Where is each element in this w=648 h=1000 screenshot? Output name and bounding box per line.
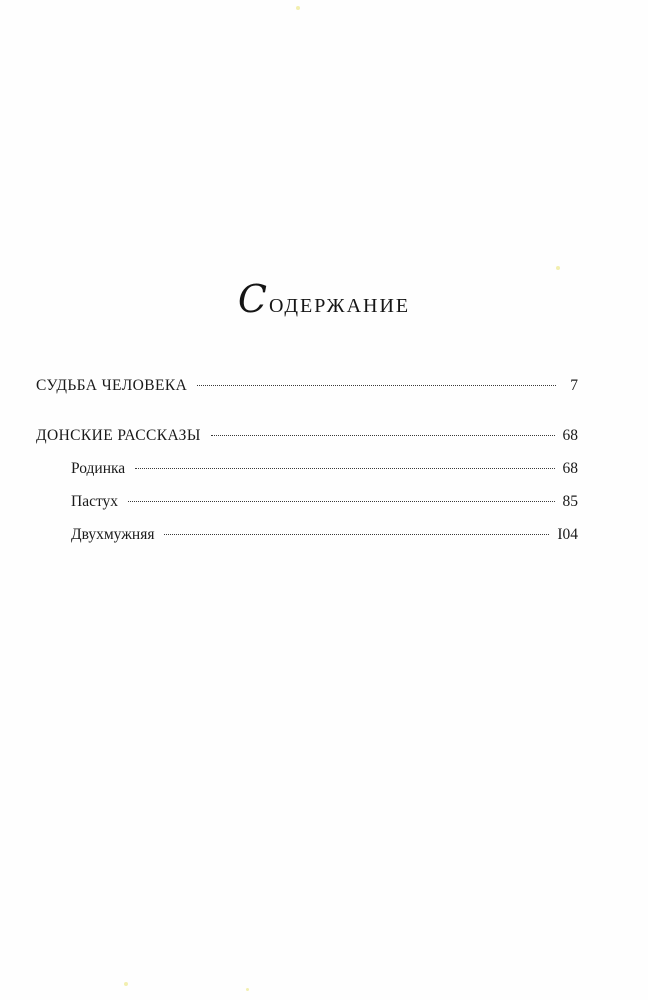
title-rest: одержание — [268, 288, 411, 319]
toc-page-number: 7 — [570, 377, 578, 394]
toc-entry-label: ДОНСКИЕ РАССКАЗЫ — [36, 427, 201, 444]
page-title — [0, 279, 648, 324]
toc-entry-dvukhmuzhnyaya[interactable] — [71, 523, 578, 547]
paper-speck — [556, 266, 560, 270]
paper-speck — [246, 988, 249, 991]
toc-entry-donskie-rasskazy[interactable] — [36, 424, 578, 448]
toc-entry-sudba-cheloveka[interactable] — [36, 374, 578, 398]
toc-entry-rodinka[interactable] — [71, 457, 578, 481]
paper-speck — [124, 982, 128, 986]
toc-entry-pastukh[interactable] — [71, 490, 578, 514]
toc-leader-dots — [128, 501, 554, 502]
toc-page-number: 68 — [562, 460, 578, 477]
toc-leader-dots — [211, 435, 555, 436]
toc-entry-label: Родинка — [71, 460, 126, 477]
toc-page-number: I04 — [557, 526, 578, 543]
toc-page-number: 85 — [562, 493, 578, 510]
toc-entry-label: СУДЬБА ЧЕЛОВЕКА — [36, 377, 188, 394]
paper-speck — [296, 6, 300, 10]
toc-leader-dots — [135, 468, 554, 469]
toc-entry-label: Двухмужняя — [71, 526, 155, 543]
toc-leader-dots — [164, 534, 549, 535]
toc-page-number: 68 — [562, 427, 578, 444]
toc-entry-label: Пастух — [71, 493, 119, 510]
toc-leader-dots — [197, 385, 556, 386]
title-initial: С — [237, 277, 269, 321]
